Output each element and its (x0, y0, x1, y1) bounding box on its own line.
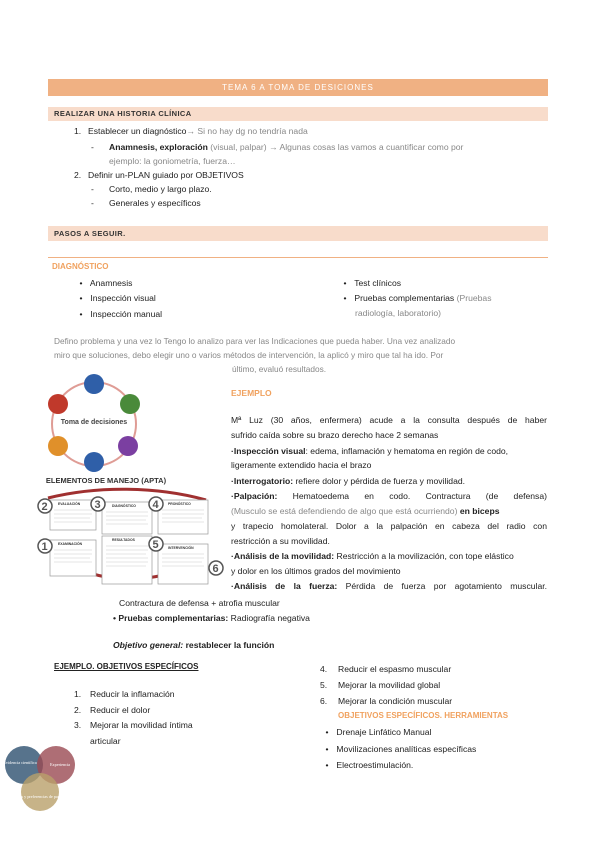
cycle-title: Toma de decisiones (60, 419, 128, 426)
list-item: - Generales y específicos (91, 198, 201, 208)
paragraph-line: Defino problema y una vez lo Tengo lo analizo para ver las Indicaciones que pueda haber. Una vez analizado (54, 336, 456, 346)
evidence-venn (0, 742, 86, 818)
decision-figure (36, 374, 236, 596)
cycle-node-topleft (48, 394, 68, 414)
ejemplo-line: • Pruebas complementarias: Radiografía negativa (113, 613, 310, 623)
ejemplo-heading: EJEMPLO (231, 388, 272, 398)
ejemplo-line: Contractura de defensa + atrofia muscular (119, 598, 280, 608)
ejemplo-line: ligeramente extendido hacia el brazo (231, 460, 372, 470)
divider (48, 257, 548, 258)
list-item: • Inspección visual (79, 293, 156, 303)
objetivo-general: Objetivo general: restablecer la función (113, 640, 275, 650)
list-item: - Corto, medio y largo plazo. (91, 184, 212, 194)
list-item: • Electroestimulación. (325, 760, 414, 770)
ejemplo-line: Mª Luz (30 años, enfermera) acude a la consulta después de haber (231, 415, 547, 425)
list-item: • Test clínicos (343, 278, 402, 288)
venn-circle-valores (21, 773, 59, 811)
list-item: - Anamnesis, exploración (visual, palpar) → Algunas cosas las vamos a cuantificar como por (91, 142, 464, 152)
section-header-historia: REALIZAR UNA HISTORIA CLÍNICA (48, 107, 548, 121)
venn-label: Experiencia (50, 762, 70, 767)
list-item: 2. Definir un-PLAN guiado por OBJETIVOS (74, 170, 244, 180)
apta-arrow (48, 489, 206, 500)
apta-num: 5 (152, 539, 159, 551)
list-item: • Movilizaciones analíticas específicas (325, 744, 477, 754)
apta-num: 2 (41, 501, 48, 513)
apta-box-intervencion (158, 544, 208, 584)
apta-label: EVALUACIÓN (58, 502, 81, 506)
list-item-cont: radiología, laboratorio) (355, 308, 441, 318)
list-item: • Pruebas complementarias (Pruebas (343, 293, 492, 303)
list-item: • Anamnesis (79, 278, 133, 288)
paragraph-line: miro que soluciones, debo elegir uno o varios métodos de intervención, la aplicó y miro que tal ha ido. Por (54, 350, 444, 360)
list-item: 6. Mejorar la condición muscular (320, 696, 453, 706)
ejemplo-line: y trapecio homolateral. Dolor a la palpación en cabeza del radio con (231, 521, 547, 531)
apta-num: 1 (41, 541, 48, 553)
ejemplo-line: ·Palpación: Hematoedema en codo. Contractura (de defensa) (231, 491, 547, 501)
apta-label: DIAGNÓSTICO (112, 504, 136, 508)
list-item: 4. Reducir el espasmo muscular (320, 664, 452, 674)
list-item-cont: ejemplo: la goniometría, fuerza… (109, 156, 236, 166)
ejemplo-line: ·Análisis de la fuerza: Pérdida de fuerza por agotamiento muscular. (231, 581, 547, 591)
apta-label: INTERVENCIÓN (168, 546, 194, 550)
especificos-heading: EJEMPLO. OBJETIVOS ESPECÍFICOS (54, 662, 199, 671)
diagnostico-heading: DIAGNÓSTICO (52, 262, 109, 271)
list-item: 5. Mejorar la movilidad global (320, 680, 441, 690)
apta-label: EXAMINACIÓN (58, 542, 83, 546)
cycle-node-bottom (84, 452, 104, 472)
section-header-pasos: PASOS A SEGUIR. (48, 226, 548, 241)
list-item: 3. Mejorar la movilidad íntima (74, 720, 193, 730)
ejemplo-line: ·Inspección visual: edema, inflamación y hematoma en región de codo, (231, 446, 509, 456)
paragraph-line: último, evaluó resultados. (232, 364, 327, 374)
apta-num: 3 (94, 499, 101, 511)
herramientas-heading: OBJETIVOS ESPECÍFICOS. HERRAMIENTAS (338, 711, 509, 720)
venn-label: Valores y preferencias de pacientes (10, 794, 70, 799)
apta-box-resultados (102, 536, 152, 584)
ejemplo-line: sufrido caída sobre su brazo derecho hace 2 semanas (231, 430, 439, 440)
ejemplo-line: restricción a su movilidad. (231, 536, 330, 546)
list-item: 2. Reducir el dolor (74, 705, 151, 715)
cycle-node-left (48, 436, 68, 456)
apta-label: RESULTADOS (112, 538, 135, 542)
title-banner: TEMA 6 A TOMA DE DESICIONES (48, 79, 548, 96)
ejemplo-line: ·Interrogatorio: refiere dolor y pérdida de fuerza y movilidad. (231, 476, 466, 486)
cycle-node-topright (120, 394, 140, 414)
apta-num: 4 (152, 499, 159, 511)
apta-num: 6 (212, 563, 219, 575)
list-item: • Drenaje Linfático Manual (325, 727, 432, 737)
list-item-cont: articular (90, 736, 121, 746)
list-item: 1. Reducir la inflamación (74, 689, 175, 699)
ejemplo-line: ·Análisis de la movilidad: Restricción a la movilización, con tope elástico (231, 551, 514, 561)
ejemplo-line: (Musculo se está defendiendo de algo que está ocurriendo) en biceps (231, 506, 500, 516)
cycle-node-right (118, 436, 138, 456)
apta-label: PRONÓSTICO (168, 502, 191, 506)
venn-label: Evidencia científica (3, 760, 37, 765)
list-item: 1. Establecer un diagnóstico→ Si no hay dg no tendría nada (74, 126, 308, 136)
apta-title: ELEMENTOS DE MANEJO (APTA) (45, 476, 167, 485)
cycle-node-top (84, 374, 104, 394)
ejemplo-line: y dolor en los últimos grados del movimiento (231, 566, 401, 576)
list-item: • Inspección manual (79, 309, 163, 319)
